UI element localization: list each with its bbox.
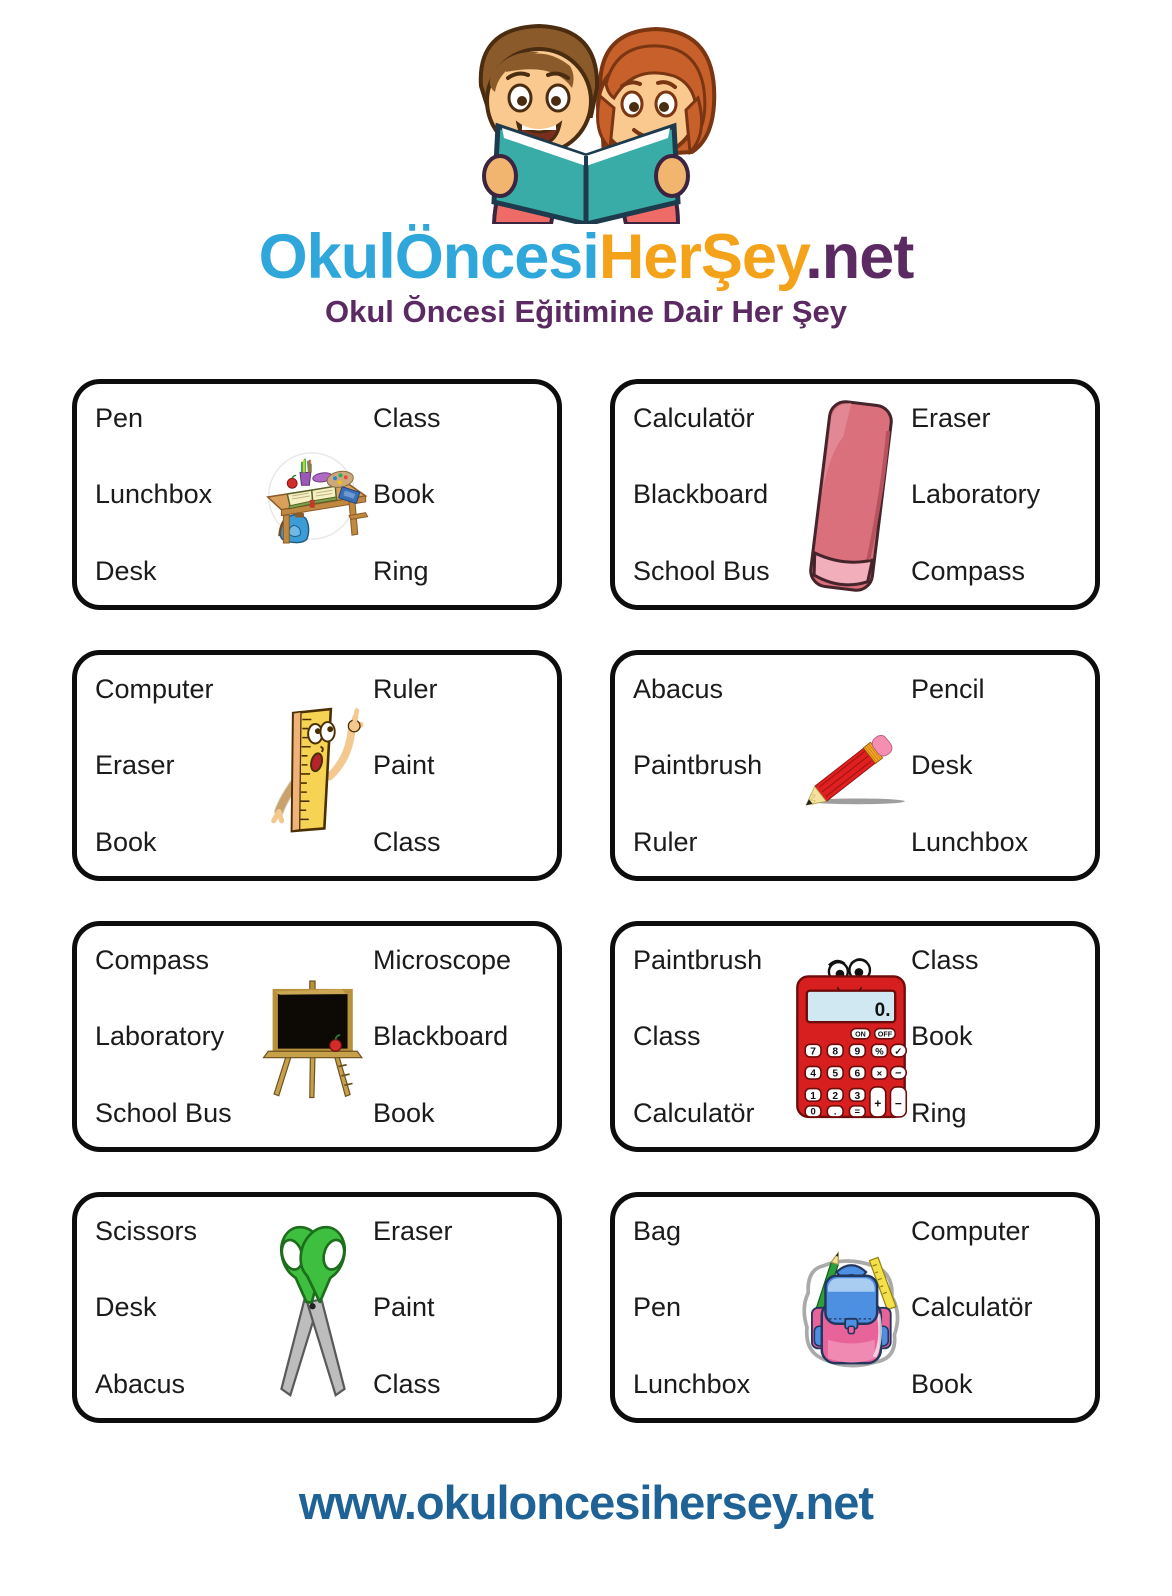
word-column-left bbox=[633, 1215, 791, 1402]
blackboard-easel-icon bbox=[253, 944, 373, 1131]
word-label: Paint bbox=[373, 750, 435, 781]
site-slogan: Okul Ŏncesi Eğitimine Dair Her Şey bbox=[324, 294, 848, 329]
word-label: Book bbox=[911, 1021, 973, 1052]
word-column-right bbox=[911, 1215, 1079, 1402]
word-label: Lunchbox bbox=[633, 1368, 751, 1399]
word-label: Pen bbox=[633, 1292, 682, 1323]
word-label: Book bbox=[911, 1368, 973, 1399]
site-logo-title bbox=[0, 222, 1172, 292]
word-label: Ruler bbox=[373, 674, 438, 705]
word-label: Lunchbox bbox=[911, 826, 1029, 857]
word-column-right bbox=[911, 673, 1079, 860]
word-label: Compass bbox=[95, 945, 210, 976]
svg-text:.: . bbox=[833, 1106, 837, 1118]
word-label: Blackboard bbox=[633, 479, 769, 510]
word-label: Compass bbox=[911, 555, 1026, 586]
svg-text:2: 2 bbox=[832, 1090, 839, 1102]
word-label: Pencil bbox=[911, 674, 985, 705]
header bbox=[0, 6, 1172, 329]
word-label: Class bbox=[911, 945, 979, 976]
word-card-bag bbox=[610, 1192, 1100, 1423]
word-label: Eraser bbox=[95, 750, 175, 781]
word-label: Laboratory bbox=[95, 1021, 225, 1052]
school-desk-supplies-icon bbox=[253, 402, 373, 589]
word-column-left bbox=[95, 673, 253, 860]
word-label: Class bbox=[373, 826, 441, 857]
footer-site-url: www.okuloncesihersey.net bbox=[298, 1476, 874, 1530]
svg-text:=: = bbox=[854, 1106, 861, 1118]
word-label: Computer bbox=[95, 674, 214, 705]
word-label: Book bbox=[373, 1097, 435, 1128]
word-label: Paint bbox=[373, 1292, 435, 1323]
word-card-eraser bbox=[610, 379, 1100, 610]
word-label: Scissors bbox=[95, 1216, 198, 1247]
word-label: Abacus bbox=[633, 674, 724, 705]
word-label: Lunchbox bbox=[95, 479, 213, 510]
pencil-icon bbox=[791, 673, 911, 860]
svg-text:7: 7 bbox=[810, 1046, 816, 1058]
word-cards-grid bbox=[72, 379, 1100, 1423]
word-label: Class bbox=[633, 1021, 701, 1052]
word-column-left bbox=[633, 402, 791, 589]
cartoon-ruler-icon bbox=[253, 673, 373, 860]
school-bag-icon bbox=[791, 1215, 911, 1402]
word-label: Calculatör bbox=[633, 403, 755, 434]
svg-text:0: 0 bbox=[810, 1106, 816, 1118]
eraser-icon bbox=[791, 402, 911, 589]
svg-text:3: 3 bbox=[854, 1090, 861, 1102]
mascot-kids-reading-illustration bbox=[0, 6, 1172, 224]
svg-text:+: + bbox=[874, 1096, 882, 1111]
word-column-left bbox=[95, 402, 253, 589]
svg-text:9: 9 bbox=[854, 1046, 861, 1058]
word-label: Microscope bbox=[373, 945, 512, 976]
word-label: Pen bbox=[95, 403, 144, 434]
logo-text-net: .net bbox=[805, 222, 914, 292]
word-label: Paintbrush bbox=[633, 750, 763, 781]
word-label: Ruler bbox=[633, 826, 698, 857]
svg-text:−: − bbox=[895, 1067, 902, 1080]
svg-text:−: − bbox=[894, 1096, 902, 1111]
word-label: Class bbox=[373, 403, 441, 434]
word-column-right bbox=[911, 944, 1079, 1131]
word-label: Eraser bbox=[911, 403, 991, 434]
word-label: Computer bbox=[911, 1216, 1030, 1247]
word-column-left bbox=[95, 1215, 253, 1402]
word-label: Paintbrush bbox=[633, 945, 763, 976]
word-label: Desk bbox=[95, 1292, 157, 1323]
word-label: Ring bbox=[373, 555, 429, 586]
word-column-left bbox=[95, 944, 253, 1131]
word-label: Desk bbox=[95, 555, 157, 586]
svg-text:✓: ✓ bbox=[894, 1046, 903, 1058]
scissors-icon bbox=[253, 1215, 373, 1402]
word-label: Bag bbox=[633, 1216, 682, 1247]
word-column-right bbox=[373, 944, 541, 1131]
word-label: Eraser bbox=[373, 1216, 453, 1247]
svg-text:OFF: OFF bbox=[877, 1030, 893, 1039]
svg-text:%: % bbox=[875, 1046, 884, 1058]
word-label: School Bus bbox=[633, 555, 770, 586]
word-label: Class bbox=[373, 1368, 441, 1399]
calculator-display-value: 0. bbox=[874, 999, 891, 1021]
word-label: Ring bbox=[911, 1097, 967, 1128]
word-card-desk bbox=[72, 379, 562, 610]
word-label: Book bbox=[373, 479, 435, 510]
word-column-right bbox=[373, 402, 541, 589]
word-column-left bbox=[633, 673, 791, 860]
kids-reading-book-icon bbox=[436, 6, 736, 224]
svg-text:5: 5 bbox=[832, 1068, 839, 1080]
cartoon-calculator-icon bbox=[791, 944, 911, 1131]
word-label: School Bus bbox=[95, 1097, 232, 1128]
svg-text:1: 1 bbox=[810, 1090, 816, 1102]
word-column-right bbox=[911, 402, 1079, 589]
word-card-ruler bbox=[72, 650, 562, 881]
word-label: Calculatör bbox=[911, 1292, 1033, 1323]
word-column-left bbox=[633, 944, 791, 1131]
word-card-pencil bbox=[610, 650, 1100, 881]
word-column-right bbox=[373, 1215, 541, 1402]
word-column-right bbox=[373, 673, 541, 860]
word-label: Blackboard bbox=[373, 1021, 509, 1052]
word-card-scissors bbox=[72, 1192, 562, 1423]
svg-text:8: 8 bbox=[832, 1046, 839, 1058]
svg-text:ON: ON bbox=[855, 1030, 866, 1039]
word-label: Abacus bbox=[95, 1368, 186, 1399]
svg-text:4: 4 bbox=[810, 1068, 816, 1080]
footer bbox=[0, 1475, 1172, 1560]
word-label: Laboratory bbox=[911, 479, 1041, 510]
word-label: Book bbox=[95, 826, 157, 857]
word-card-blackboard bbox=[72, 921, 562, 1152]
svg-text:×: × bbox=[876, 1068, 883, 1080]
word-card-calculator bbox=[610, 921, 1100, 1152]
logo-text-hersey: HerŞey bbox=[598, 222, 806, 292]
word-label: Desk bbox=[911, 750, 973, 781]
word-label: Calculatör bbox=[633, 1097, 755, 1128]
svg-text:6: 6 bbox=[854, 1068, 861, 1080]
logo-text-okuloncesi: OkulÖncesi bbox=[258, 222, 599, 292]
